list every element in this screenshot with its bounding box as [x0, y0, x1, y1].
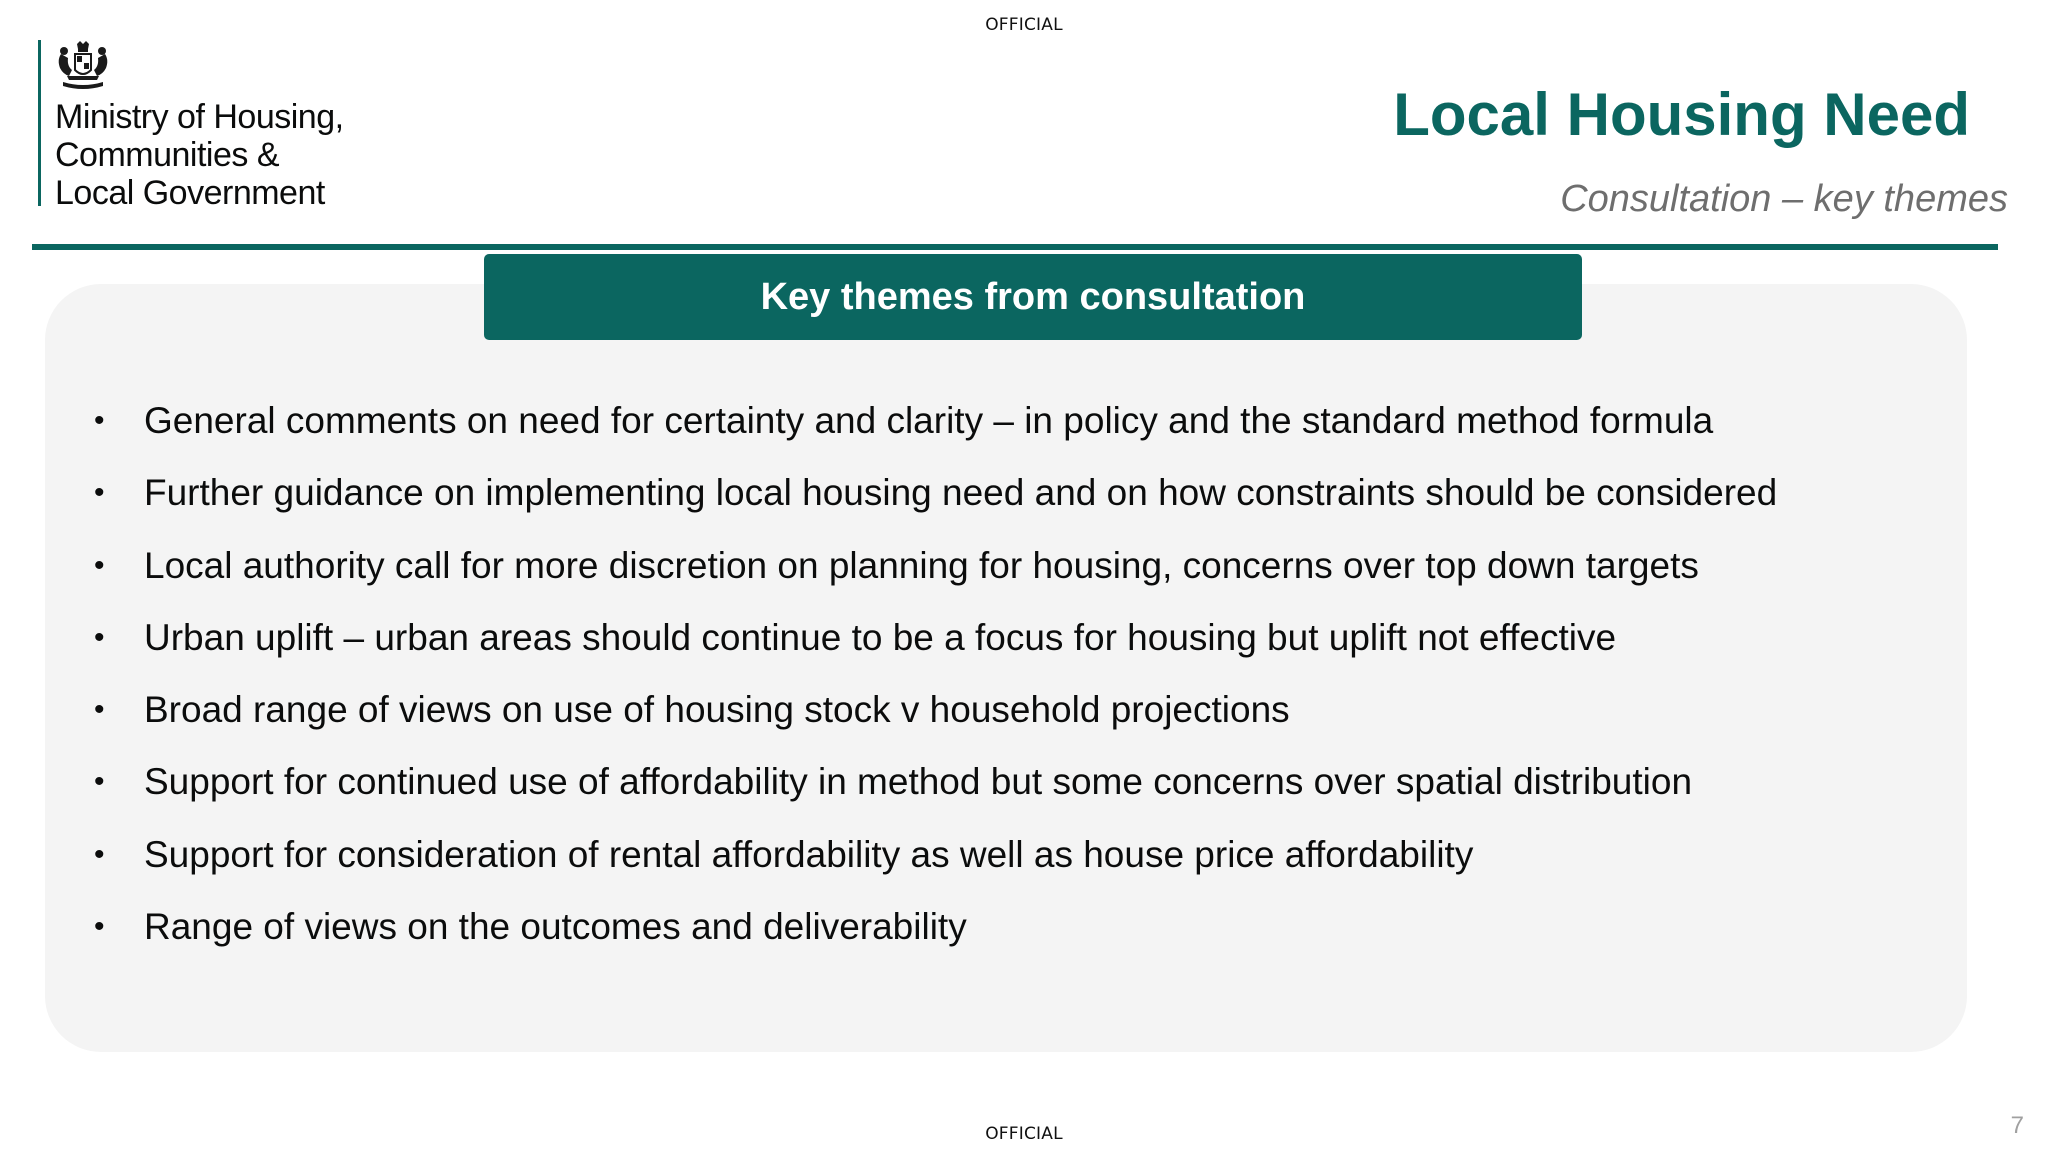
- list-item: [94, 537, 1944, 609]
- slide-subtitle: Consultation – key themes: [1560, 178, 2008, 220]
- bullet-icon: •: [94, 765, 105, 799]
- department-name-line-2: Communities &: [55, 136, 280, 174]
- key-themes-list: [94, 392, 1944, 970]
- list-item-text: Support for consideration of rental affordability as well as house price affordability: [144, 833, 1474, 875]
- slide-title: Local Housing Need: [1393, 81, 1970, 148]
- bullet-icon: •: [94, 476, 105, 510]
- list-item-text: Broad range of views on use of housing stock v household projections: [144, 689, 1290, 731]
- department-name-line-1: Ministry of Housing,: [55, 98, 344, 136]
- department-logo: [38, 40, 344, 212]
- list-item: [94, 826, 1944, 898]
- royal-coat-of-arms-icon: [53, 40, 113, 94]
- list-item-text: General comments on need for certainty and clarity – in policy and the standard method formula: [144, 400, 1714, 441]
- list-item: [94, 898, 1944, 970]
- list-item-text: Range of views on the outcomes and deliverability: [144, 906, 967, 948]
- list-item: [94, 681, 1944, 753]
- department-name: [55, 98, 415, 212]
- classification-marking-bottom: OFFICIAL: [985, 1124, 1063, 1144]
- list-item: [94, 609, 1944, 681]
- classification-marking-top: OFFICIAL: [985, 15, 1063, 35]
- department-name-line-3: Local Government: [55, 174, 325, 212]
- bullet-icon: •: [94, 837, 105, 871]
- list-item-text: Further guidance on implementing local housing need and on how constraints should be considered: [144, 472, 1778, 514]
- panel-heading: Key themes from consultation: [484, 254, 1582, 340]
- list-item-text: Local authority call for more discretion on planning for housing, concerns over top down targets: [144, 544, 1699, 586]
- header-divider: [32, 244, 1998, 250]
- list-item: [94, 392, 1944, 464]
- page-number: 7: [2010, 1112, 2024, 1139]
- bullet-icon: •: [94, 693, 105, 727]
- bullet-icon: •: [94, 620, 105, 654]
- bullet-icon: •: [94, 548, 105, 582]
- list-item-text: Support for continued use of affordability in method but some concerns over spatial distribution: [144, 761, 1693, 803]
- list-item-text: Urban uplift – urban areas should continue to be a focus for housing but uplift not effective: [144, 616, 1617, 658]
- bullet-icon: •: [94, 404, 105, 437]
- bullet-icon: •: [94, 910, 105, 944]
- list-item: [94, 464, 1944, 536]
- list-item: [94, 753, 1944, 825]
